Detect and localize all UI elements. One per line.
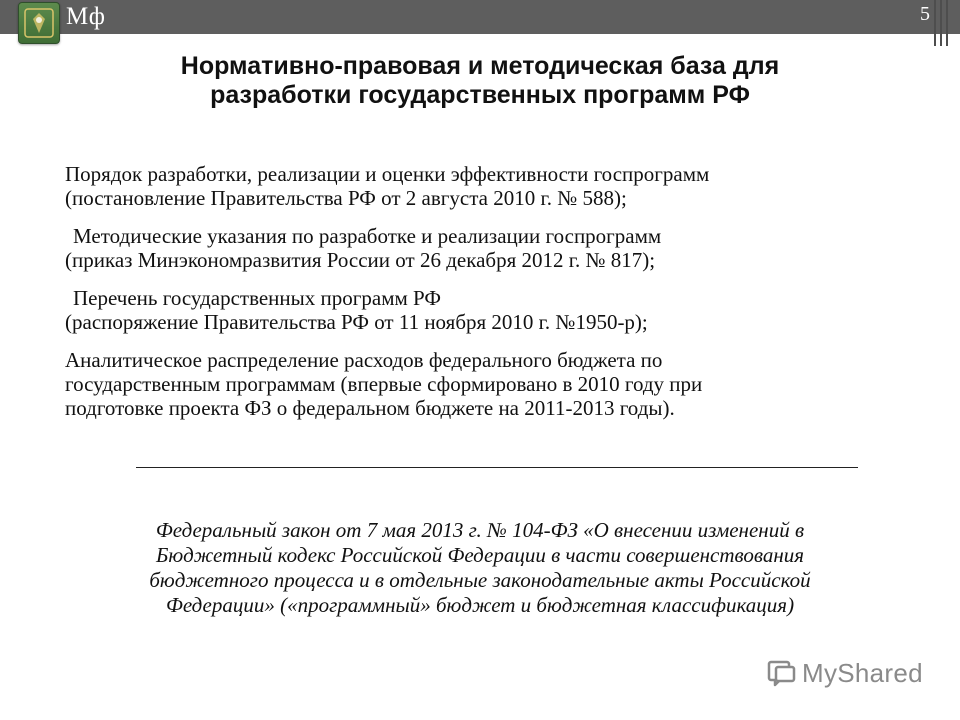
document-list	[65, 162, 925, 434]
horizontal-divider	[136, 467, 858, 468]
list-item-line: (распоряжение Правительства РФ от 11 ноября 2010 г. №1950-р);	[65, 310, 648, 334]
myshared-logo-icon	[766, 657, 798, 689]
law-note-line: бюджетного процесса и в отдельные законодательные акты Российской	[149, 568, 811, 592]
bar-divider	[934, 0, 936, 46]
list-item-line: подготовке проекта ФЗ о федеральном бюджете на 2011-2013 годы).	[65, 396, 675, 420]
bar-divider	[946, 0, 948, 46]
list-item	[65, 162, 925, 210]
top-bar	[0, 0, 960, 34]
list-item	[65, 348, 925, 420]
list-item-line: Перечень государственных программ РФ	[73, 286, 441, 310]
list-item-line: Порядок разработки, реализации и оценки эффективности госпрограмм	[65, 162, 710, 186]
law-note-line: Федеральный закон от 7 мая 2013 г. № 104-ФЗ «О внесении изменений в	[155, 518, 805, 542]
law-reference-note	[60, 518, 900, 618]
list-item-line: Аналитическое распределение расходов федерального бюджета по	[65, 348, 663, 372]
list-item	[65, 286, 925, 334]
bar-divider	[940, 0, 942, 46]
title-line: разработки государственных программ РФ	[210, 81, 750, 109]
watermark-text: MyShared	[802, 657, 923, 688]
law-note-line: Бюджетный кодекс Российской Федерации в части совершенствования	[155, 543, 805, 567]
list-item-line: государственным программам (впервые сформировано в 2010 году при	[65, 372, 703, 396]
list-item-line: (постановление Правительства РФ от 2 августа 2010 г. № 588);	[65, 186, 627, 210]
list-item	[65, 224, 925, 272]
page-number: 5	[920, 3, 930, 25]
logo-text: Мф	[66, 3, 106, 30]
ministry-emblem-icon	[18, 2, 60, 44]
watermark	[766, 655, 923, 691]
law-note-line: Федерации» («программный» бюджет и бюджетная классификация)	[165, 593, 795, 617]
slide-title	[80, 52, 880, 110]
title-line: Нормативно-правовая и методическая база для	[180, 52, 780, 80]
list-item-line: (приказ Минэкономразвития России от 26 декабря 2012 г. № 817);	[65, 248, 656, 272]
list-item-line: Методические указания по разработке и реализации госпрограмм	[73, 224, 662, 248]
